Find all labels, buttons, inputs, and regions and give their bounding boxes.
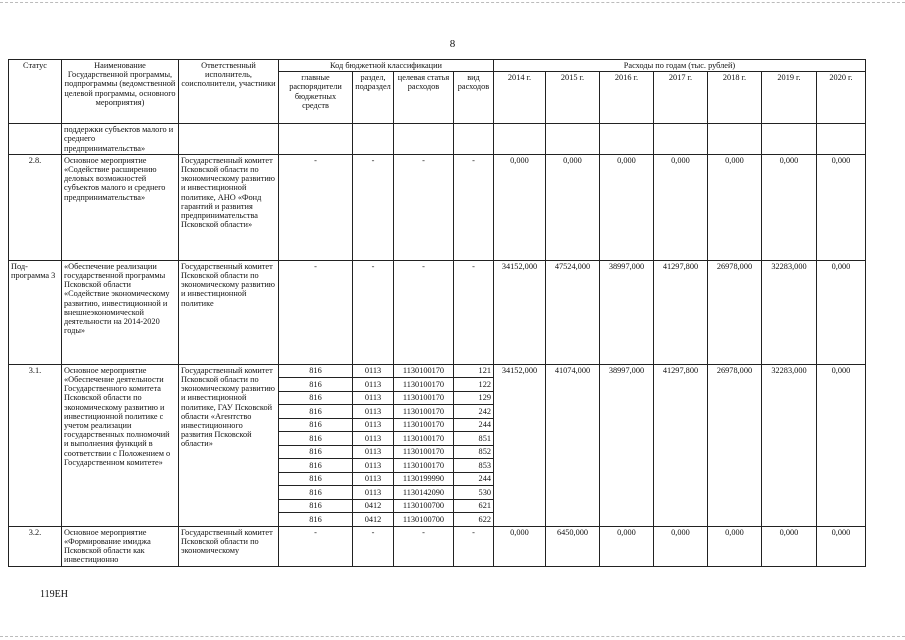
cell-grbs: 816 xyxy=(279,432,353,446)
cell-grbs: - xyxy=(279,154,353,260)
cell-vr: 129 xyxy=(454,391,494,405)
header-year: 2016 г. xyxy=(600,72,654,124)
cell-value: 32283,000 xyxy=(762,364,817,526)
cell-executor: Государственный комитет Псковской области по экономическому развитию и инвестиционной политике xyxy=(179,260,279,364)
cell-value: 0,000 xyxy=(762,154,817,260)
cell-executor: Государственный комитет Псковской области по экономическому развитию и инвестиционной политике, АНО «Фонд гарантий и развития предпринимательства Псковской области» xyxy=(179,154,279,260)
cell-grbs: 816 xyxy=(279,445,353,459)
cell-value xyxy=(762,124,817,155)
cell-grbs: 816 xyxy=(279,513,353,527)
cell-rzpr: - xyxy=(353,526,394,566)
cell-value: 6450,000 xyxy=(546,526,600,566)
cell-value: 0,000 xyxy=(817,154,866,260)
header-year: 2019 г. xyxy=(762,72,817,124)
cell-vr: 244 xyxy=(454,418,494,432)
cell-value: 0,000 xyxy=(762,526,817,566)
cell-csr: 1130199990 xyxy=(394,472,454,486)
header-year: 2015 г. xyxy=(546,72,600,124)
cell-vr: 530 xyxy=(454,486,494,500)
cell-value: 34152,000 xyxy=(494,364,546,526)
cell-value: 41074,000 xyxy=(546,364,600,526)
cell-rzpr: - xyxy=(353,154,394,260)
cell-csr: - xyxy=(394,260,454,364)
cell-value xyxy=(600,124,654,155)
cell-value: 0,000 xyxy=(494,526,546,566)
cell-value: 26978,000 xyxy=(708,260,762,364)
cell-value: 0,000 xyxy=(817,364,866,526)
cell-csr: 1130100700 xyxy=(394,513,454,527)
cell-grbs: 816 xyxy=(279,499,353,513)
cell-value xyxy=(708,124,762,155)
cell-vr: - xyxy=(454,260,494,364)
cell-rzpr: 0113 xyxy=(353,459,394,473)
header-grbs: главные распорядители бюджетных средств xyxy=(279,72,353,124)
cell-name: Основное мероприятие «Содействие расширению деловых возможностей субъектов малого и среднего предпринимательства» xyxy=(62,154,179,260)
cell-value: 0,000 xyxy=(600,154,654,260)
cell-value xyxy=(817,124,866,155)
cell-csr: 1130100700 xyxy=(394,499,454,513)
cell-csr: 1130100170 xyxy=(394,378,454,392)
cell-grbs: 816 xyxy=(279,472,353,486)
header-rzpr: раздел, подраздел xyxy=(353,72,394,124)
cell-grbs: 816 xyxy=(279,391,353,405)
cell-value xyxy=(546,124,600,155)
cell-value: 0,000 xyxy=(817,526,866,566)
cell-value: 0,000 xyxy=(494,154,546,260)
table-row xyxy=(9,124,866,155)
cell-executor: Государственный комитет Псковской области по экономическому xyxy=(179,526,279,566)
cell-value: 0,000 xyxy=(708,154,762,260)
cell-name: «Обеспечение реализации государственной программы Псковской области «Содействие экономическому развитию, инвестиционной и внешнеэкономической деятельности на 2014-2020 годы» xyxy=(62,260,179,364)
cell-vr xyxy=(454,124,494,155)
cell-value: 32283,000 xyxy=(762,260,817,364)
header-status: Статус xyxy=(9,60,62,124)
cell-vr: 851 xyxy=(454,432,494,446)
cell-csr: 1130142090 xyxy=(394,486,454,500)
cell-value: 0,000 xyxy=(600,526,654,566)
scan-top-edge xyxy=(0,2,905,3)
cell-vr: 621 xyxy=(454,499,494,513)
header-name: Наименование Государственной программы, подпрограммы (ведомственной целевой программы, основного мероприятия) xyxy=(62,60,179,124)
cell-rzpr: 0113 xyxy=(353,391,394,405)
cell-rzpr: 0113 xyxy=(353,432,394,446)
cell-value: 0,000 xyxy=(817,260,866,364)
cell-vr: - xyxy=(454,154,494,260)
cell-grbs xyxy=(279,124,353,155)
cell-rzpr: 0113 xyxy=(353,378,394,392)
cell-vr: 622 xyxy=(454,513,494,527)
cell-csr: 1130100170 xyxy=(394,391,454,405)
cell-grbs: 816 xyxy=(279,364,353,378)
cell-rzpr: 0412 xyxy=(353,513,394,527)
cell-executor: Государственный комитет Псковской области по экономическому развитию и инвестиционной политике, ГАУ Псковской области «Агентство инвестиционного развития Псковской области» xyxy=(179,364,279,526)
cell-status: 3.1. xyxy=(9,364,62,526)
cell-grbs: 816 xyxy=(279,405,353,419)
header-executor: Ответственный исполнитель, соисполнители, участники xyxy=(179,60,279,124)
header-csr: целевая статья расходов xyxy=(394,72,454,124)
budget-table xyxy=(8,59,866,567)
cell-value: 41297,800 xyxy=(654,260,708,364)
cell-vr: - xyxy=(454,526,494,566)
cell-rzpr: - xyxy=(353,260,394,364)
cell-name: поддержки субъектов малого и среднего предпринимательства» xyxy=(62,124,179,155)
cell-grbs: 816 xyxy=(279,418,353,432)
cell-rzpr: 0113 xyxy=(353,364,394,378)
table-row xyxy=(9,364,866,378)
cell-value xyxy=(654,124,708,155)
cell-name: Основное мероприятие «Формирование имиджа Псковской области как инвестиционно xyxy=(62,526,179,566)
cell-value: 38997,000 xyxy=(600,364,654,526)
cell-name: Основное мероприятие «Обеспечение деятельности Государственного комитета Псковской области по экономическому развитию и инвестиционной политике с учетом реализации государственных полномочий и выполнения функций в соответствии с Положением о Государственном комитете» xyxy=(62,364,179,526)
cell-vr: 242 xyxy=(454,405,494,419)
cell-rzpr: 0113 xyxy=(353,472,394,486)
cell-rzpr: 0113 xyxy=(353,418,394,432)
cell-value: 47524,000 xyxy=(546,260,600,364)
cell-grbs: 816 xyxy=(279,459,353,473)
cell-grbs: - xyxy=(279,260,353,364)
header-budget-code: Код бюджетной классификации xyxy=(279,60,494,72)
header-year: 2017 г. xyxy=(654,72,708,124)
scan-bottom-edge xyxy=(0,636,905,637)
cell-value: 0,000 xyxy=(708,526,762,566)
table-row xyxy=(9,154,866,260)
cell-value: 38997,000 xyxy=(600,260,654,364)
cell-value: 26978,000 xyxy=(708,364,762,526)
cell-value: 41297,800 xyxy=(654,364,708,526)
cell-vr: 122 xyxy=(454,378,494,392)
footer-code: 119ЕН xyxy=(40,589,68,600)
table-row xyxy=(9,526,866,566)
cell-value: 34152,000 xyxy=(494,260,546,364)
header-year: 2018 г. xyxy=(708,72,762,124)
cell-grbs: - xyxy=(279,526,353,566)
cell-vr: 852 xyxy=(454,445,494,459)
cell-executor xyxy=(179,124,279,155)
cell-csr: - xyxy=(394,154,454,260)
cell-value xyxy=(494,124,546,155)
cell-vr: 121 xyxy=(454,364,494,378)
table-row xyxy=(9,260,866,364)
cell-status: 3.2. xyxy=(9,526,62,566)
cell-value: 0,000 xyxy=(654,154,708,260)
cell-value: 0,000 xyxy=(654,526,708,566)
cell-status xyxy=(9,124,62,155)
cell-csr xyxy=(394,124,454,155)
cell-grbs: 816 xyxy=(279,486,353,500)
cell-csr: 1130100170 xyxy=(394,405,454,419)
cell-grbs: 816 xyxy=(279,378,353,392)
cell-csr: 1130100170 xyxy=(394,459,454,473)
cell-csr: - xyxy=(394,526,454,566)
cell-rzpr xyxy=(353,124,394,155)
cell-rzpr: 0412 xyxy=(353,499,394,513)
cell-csr: 1130100170 xyxy=(394,418,454,432)
header-expenses: Расходы по годам (тыс. рублей) xyxy=(494,60,866,72)
cell-csr: 1130100170 xyxy=(394,445,454,459)
header-year: 2020 г. xyxy=(817,72,866,124)
cell-rzpr: 0113 xyxy=(353,486,394,500)
cell-vr: 244 xyxy=(454,472,494,486)
cell-rzpr: 0113 xyxy=(353,445,394,459)
cell-status: Под-программа 3 xyxy=(9,260,62,364)
cell-csr: 1130100170 xyxy=(394,432,454,446)
cell-value: 0,000 xyxy=(546,154,600,260)
page-number: 8 xyxy=(449,38,456,50)
cell-vr: 853 xyxy=(454,459,494,473)
header-vr: вид расходов xyxy=(454,72,494,124)
cell-rzpr: 0113 xyxy=(353,405,394,419)
cell-status: 2.8. xyxy=(9,154,62,260)
header-year: 2014 г. xyxy=(494,72,546,124)
cell-csr: 1130100170 xyxy=(394,364,454,378)
